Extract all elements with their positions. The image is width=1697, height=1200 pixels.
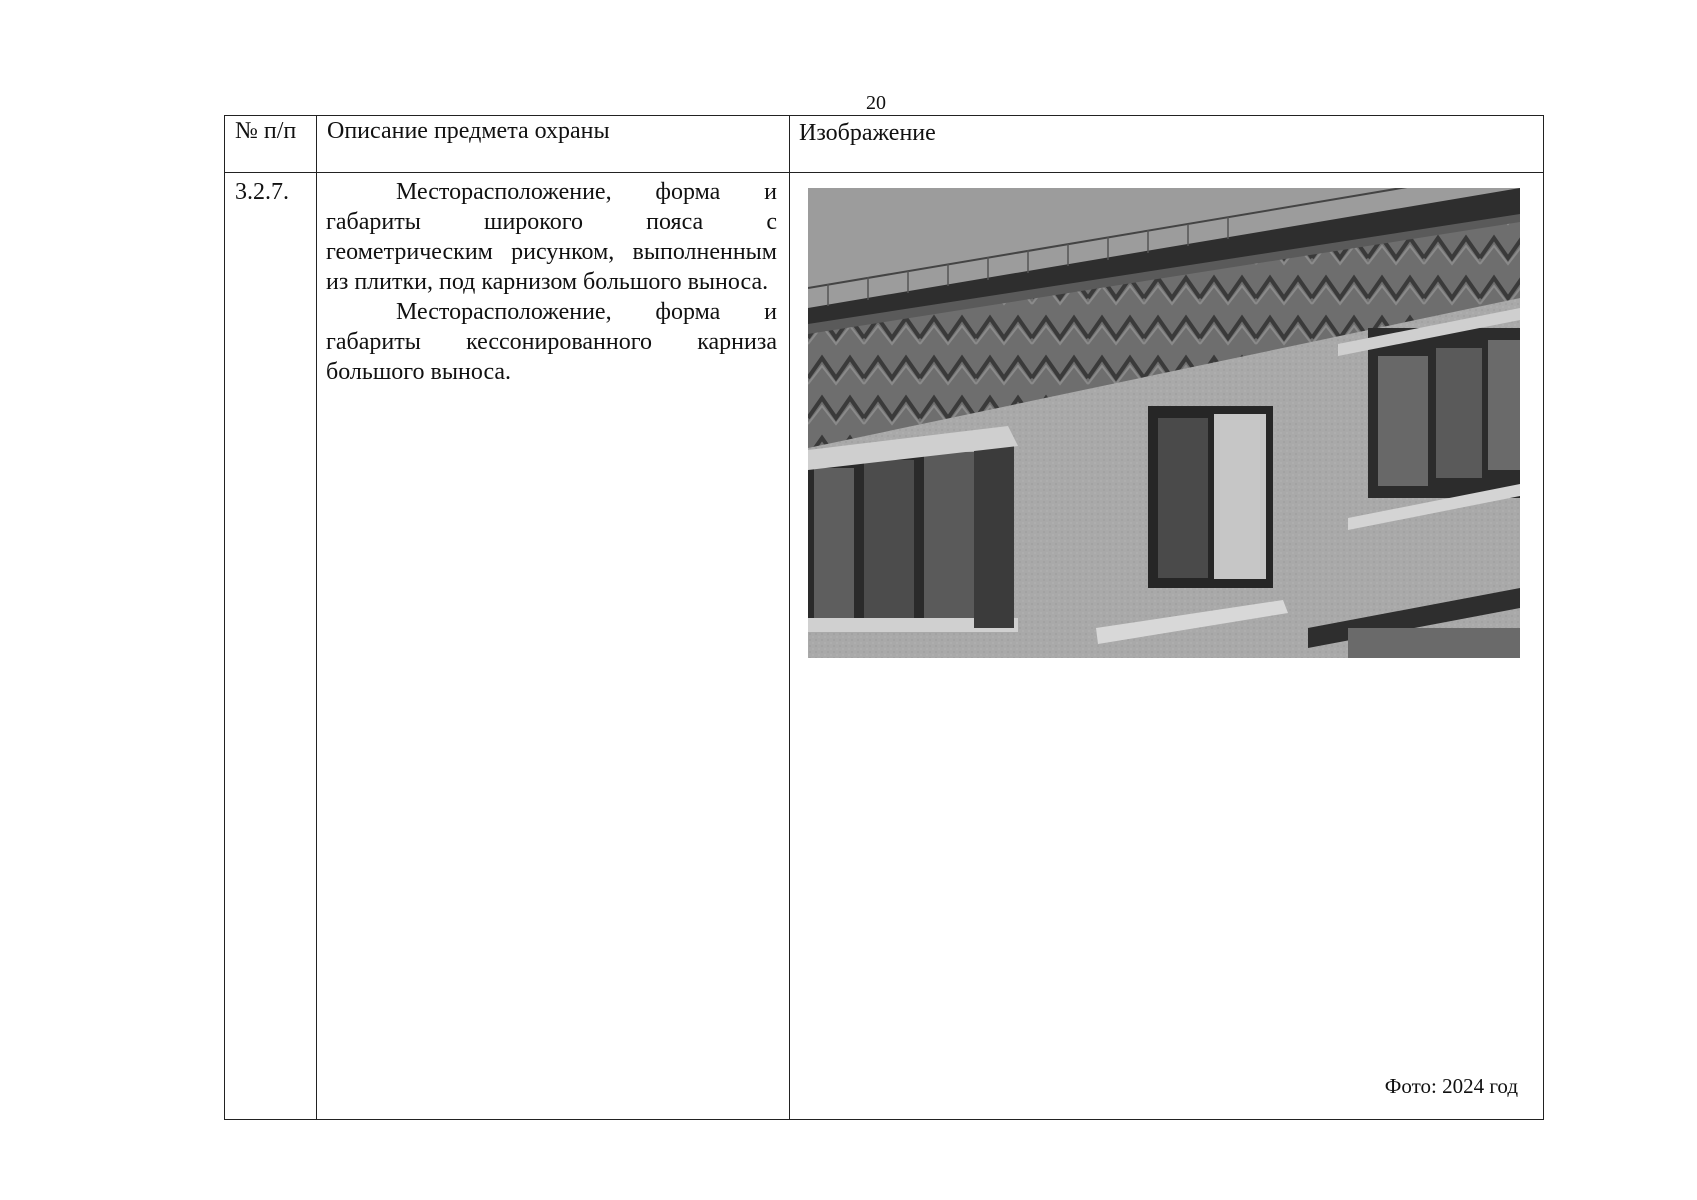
description-paragraph: Месторасположение, форма и габариты широкого пояса с геометрическим рисунком, выполненным из плитки, под карнизом большого выноса. xyxy=(326,179,777,295)
photo-caption: Фото: 2024 год xyxy=(1384,1074,1518,1098)
header-number: № п/п xyxy=(235,118,297,144)
building-facade-photo xyxy=(808,188,1520,658)
row-number: 3.2.7. xyxy=(235,179,289,205)
header-image: Изображение xyxy=(799,120,936,146)
protection-table xyxy=(224,115,1544,1120)
page-number: 20 xyxy=(866,92,886,114)
header-divider xyxy=(225,172,1543,173)
column-divider xyxy=(789,116,790,1119)
column-divider xyxy=(316,116,317,1119)
description-paragraph: Месторасположение, форма и габариты кессонированного карниза большого выноса. xyxy=(326,299,777,385)
header-description: Описание предмета охраны xyxy=(327,118,610,144)
row-description xyxy=(326,177,777,387)
